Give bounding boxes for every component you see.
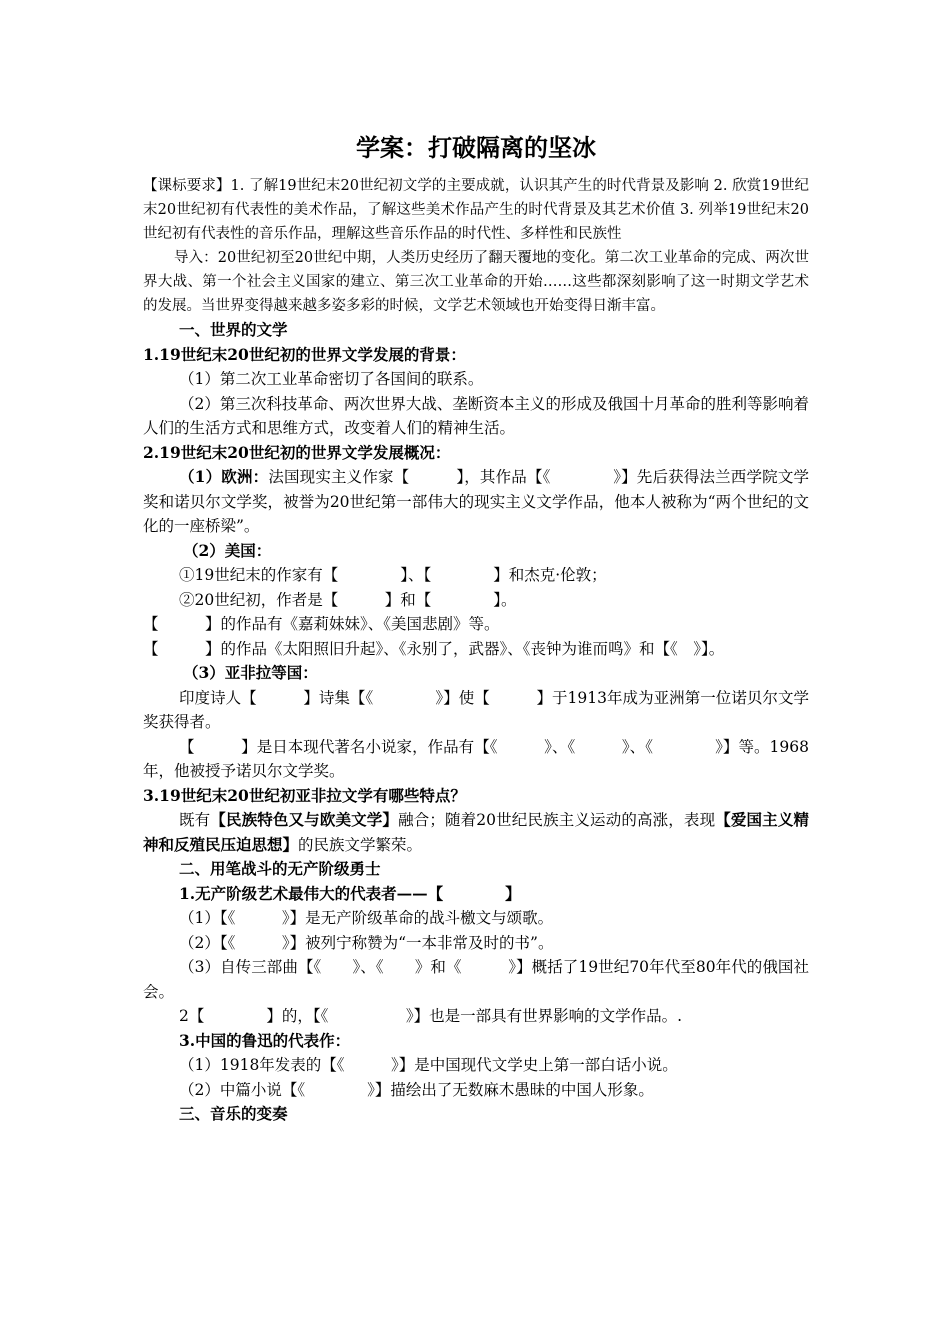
usa-item-4: 【 】的作品《太阳照旧升起》、《永别了，武器》、《丧钟为谁而鸣》和【《 》】。 [143, 639, 725, 658]
usa-item-2: ②20世纪初，作者是【 】和【 】。 [179, 590, 517, 609]
section-2-answer-2: （2）【《 》】被列宁称赞为“一本非常及时的书”。 [179, 933, 554, 952]
lu-xun-answer-1: （1）1918年发表的【《 》】是中国现代文学史上第一部白话小说。 [179, 1056, 678, 1074]
section-2-question-1: 1.无产阶级艺术最伟大的代表者——【 】 [179, 883, 521, 903]
japan-paragraph: 【 】是日本现代著名小说家，作品有【《 》、《 》、《 》】等。1968年，他被授予诺贝尔文学奖。 [143, 737, 809, 780]
document-title: 学案：打破隔离的坚冰 [356, 134, 596, 162]
q3-text-2: 融合；随着20世纪民族主义运动的高涨，表现 [398, 811, 716, 829]
usa-item-3: 【 】的作品有《嘉莉妹妹》、《美国悲剧》等。 [143, 615, 500, 633]
section-heading-music: 三、音乐的变奏 [179, 1104, 288, 1123]
q3-keyword-2: 【爱国主义精神和反殖民压迫思想】 [143, 810, 809, 854]
india-paragraph: 印度诗人【 】诗集【《 》】使【 】于1913年成为亚洲第一位诺贝尔文学奖获得者。 [143, 688, 809, 731]
europe-paragraph [143, 465, 809, 539]
usa-heading: （2）美国： [183, 540, 272, 560]
section-2-answer-3: （3）自传三部曲【《 》、《 》和《 》】概括了19世纪70年代至80年代的俄国社会。 [143, 958, 809, 1001]
question-2-heading: 2.19世纪末20世纪初的世界文学发展概况： [143, 442, 451, 462]
question-3-heading: 3.19世纪末20世纪初亚非拉文学有哪些特点？ [143, 785, 466, 805]
q3-text-3: 的民族文学繁荣。 [298, 835, 423, 854]
q3-text-1: 既有 [179, 811, 211, 829]
document-page [143, 128, 809, 1127]
section-heading-proletarian: 二、用笔战斗的无产阶级勇士 [179, 859, 381, 878]
curriculum-requirements: 【课标要求】1. 了解19世纪末20世纪初文学的主要成就，认识其产生的时代背景及影响 2. 欣赏19世纪末20世纪初有代表性的美术作品，了解这些美术作品产生的时代背景及其艺术价值 3. 列举19世纪末20世纪初有代表性的音乐作品，理解这些音乐作品的时代性、多样性和民族性 [143, 178, 809, 242]
introduction-paragraph: 导入：20世纪初至20世纪中期，人类历史经历了翻天覆地的变化。第二次工业革命的完成、两次世界大战、第一个社会主义国家的建立、第三次工业革命的开始……这些都深刻影响了这一时期文学艺术的发展。当世界变得越来越多姿多彩的时候，文学艺术领域也开始变得日渐丰富。 [143, 250, 809, 314]
europe-label: （1）欧洲： [179, 467, 269, 486]
question-3-answer [143, 808, 809, 857]
section-heading-literature: 一、世界的文学 [179, 320, 288, 339]
question-1-answer-1: （1）第二次工业革命密切了各国间的联系。 [179, 370, 484, 388]
section-2-question-3: 3.中国的鲁迅的代表作： [179, 1030, 351, 1050]
question-1-answer-2: （2）第三次科技革命、两次世界大战、垄断资本主义的形成及俄国十月革命的胜利等影响着人们的生活方式和思维方式，改变着人们的精神生活。 [143, 394, 809, 437]
asia-africa-latam-heading: （3）亚非拉等国： [183, 663, 318, 682]
question-1-heading: 1.19世纪末20世纪初的世界文学发展的背景： [143, 344, 466, 364]
europe-text: 法国现实主义作家【 】，其作品【《 》】先后获得法兰西学院文学奖和诺贝尔文学奖，被誉为20世纪第一部伟大的现实主义文学作品，他本人被称为“两个世纪的文化的一座桥梁”。 [143, 468, 809, 535]
section-2-answer-1: （1）【《 》】是无产阶级革命的战斗檄文与颂歌。 [179, 909, 554, 927]
usa-item-1: ①19世纪末的作家有【 】、【 】和杰克·伦敦； [179, 566, 607, 584]
section-2-answer-4: 2【 】的，【《 》】也是一部具有世界影响的文学作品。. [179, 1007, 683, 1025]
q3-keyword-1: 【民族特色又与欧美文学】 [210, 810, 399, 829]
lu-xun-answer-2: （2）中篇小说【《 》】描绘出了无数麻木愚昧的中国人形象。 [179, 1080, 654, 1099]
